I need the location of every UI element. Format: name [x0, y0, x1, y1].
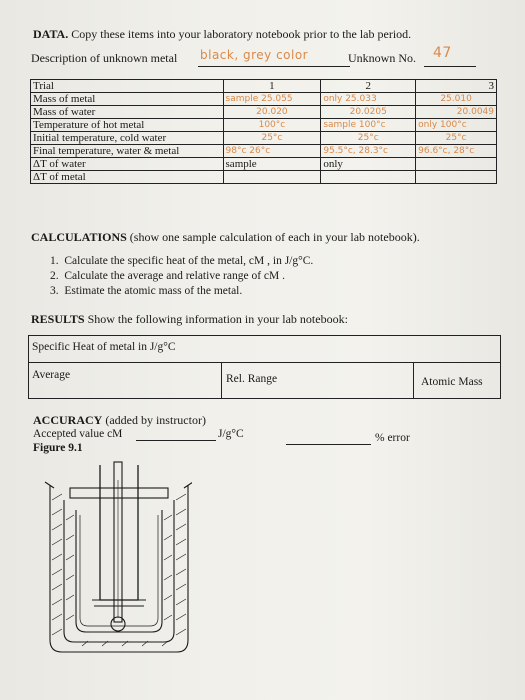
table-cell: 20.0205: [321, 106, 416, 119]
rel-range-label: Rel. Range: [226, 373, 278, 385]
table-row: [31, 93, 497, 106]
data-instruction: Copy these items into your laboratory notebook prior to the lab period.: [71, 27, 412, 41]
unknown-underline: [424, 66, 476, 67]
description-value: black, grey color: [200, 48, 309, 62]
calculations-subtitle: (show one sample calculation of each in your lab notebook).: [129, 230, 420, 244]
outer-beaker: [50, 485, 188, 652]
data-table: [30, 79, 497, 184]
specific-heat-label: Specific Heat of metal in J/g°C: [32, 341, 176, 353]
error-label: % error: [375, 432, 410, 444]
table-cell: sample 100°c: [321, 119, 416, 132]
row-label: Mass of water: [31, 106, 224, 119]
calculations-line: [31, 231, 420, 244]
table-cell: 20.020: [223, 106, 321, 119]
results-col-divider: [413, 362, 414, 398]
description-label: Description of unknown metal: [31, 51, 178, 65]
accuracy-note: (added by instructor): [105, 413, 206, 427]
results-divider: [28, 362, 500, 363]
average-label: Average: [32, 369, 71, 381]
table-cell: only 100°c: [416, 119, 497, 132]
results-col-divider: [221, 362, 222, 398]
results-subtitle: Show the following information in your lab notebook:: [87, 312, 348, 326]
accepted-value-label: Accepted value cM: [33, 428, 123, 440]
table-row: [31, 119, 497, 132]
row-label: Temperature of hot metal: [31, 119, 224, 132]
row-label: ΔT of metal: [31, 171, 224, 184]
accuracy-line: [33, 414, 206, 427]
calc-item-3: 3. Estimate the atomic mass of the metal.: [50, 285, 243, 297]
table-header: 2: [321, 80, 416, 93]
table-row: [31, 106, 497, 119]
calculations-heading: CALCULATIONS: [31, 230, 127, 244]
atomic-mass-label: Atomic Mass: [421, 376, 483, 388]
table-cell: 25°c: [416, 132, 497, 145]
calc-item-text: Calculate the average and relative range of cM .: [64, 270, 285, 282]
calc-item-2: 2. Calculate the average and relative range of cM .: [50, 270, 285, 282]
calc-item-text: Estimate the atomic mass of the metal.: [64, 285, 243, 297]
error-underline: [286, 444, 371, 445]
table-row: [31, 145, 497, 158]
unknown-label: Unknown No.: [348, 51, 416, 65]
table-cell: [416, 158, 497, 171]
calorimeter-lid: [70, 488, 168, 498]
stirrer: [100, 465, 138, 600]
table-header: 1: [223, 80, 321, 93]
data-instruction-line: [33, 28, 411, 41]
table-cell: [223, 171, 321, 184]
inner-cup: [76, 510, 162, 632]
description-underline: [198, 66, 350, 67]
calorimeter-figure: [42, 460, 192, 660]
table-cell: 95.5°c, 28.3°c: [321, 145, 416, 158]
accepted-value-underline: [136, 440, 216, 441]
table-row: [31, 132, 497, 145]
table-cell: 25°c: [321, 132, 416, 145]
results-heading: RESULTS: [31, 312, 85, 326]
accuracy-heading: ACCURACY: [33, 413, 103, 427]
results-line: [31, 313, 348, 326]
accepted-unit: J/g°C: [218, 428, 244, 440]
calc-item-1: 1. Calculate the specific heat of the metal, cM , in J/g°C.: [50, 255, 314, 267]
table-cell: sample: [223, 158, 321, 171]
table-cell: only: [321, 158, 416, 171]
row-label: Initial temperature, cold water: [31, 132, 224, 145]
table-cell: 25.010: [416, 93, 497, 106]
table-cell: 98°c 26°c: [223, 145, 321, 158]
table-cell: only 25.033: [321, 93, 416, 106]
table-cell: [416, 171, 497, 184]
table-header-row: [31, 80, 497, 93]
table-cell: 20.0049: [416, 106, 497, 119]
figure-label: Figure 9.1: [33, 442, 83, 454]
row-label: Final temperature, water & metal: [31, 145, 224, 158]
row-label: Mass of metal: [31, 93, 224, 106]
table-row: [31, 171, 497, 184]
table-header: 3: [416, 80, 497, 93]
unknown-value: 47: [433, 45, 452, 61]
data-label: DATA.: [33, 27, 69, 41]
table-cell: 100°c: [223, 119, 321, 132]
table-cell: 96.6°c, 28°c: [416, 145, 497, 158]
table-row: [31, 158, 497, 171]
table-cell: 25°c: [223, 132, 321, 145]
row-label: ΔT of water: [31, 158, 224, 171]
table-cell: [321, 171, 416, 184]
calc-item-text: Calculate the specific heat of the metal, cM , in J/g°C.: [64, 255, 314, 267]
table-cell: sample 25.055: [223, 93, 321, 106]
table-header: Trial: [31, 80, 224, 93]
